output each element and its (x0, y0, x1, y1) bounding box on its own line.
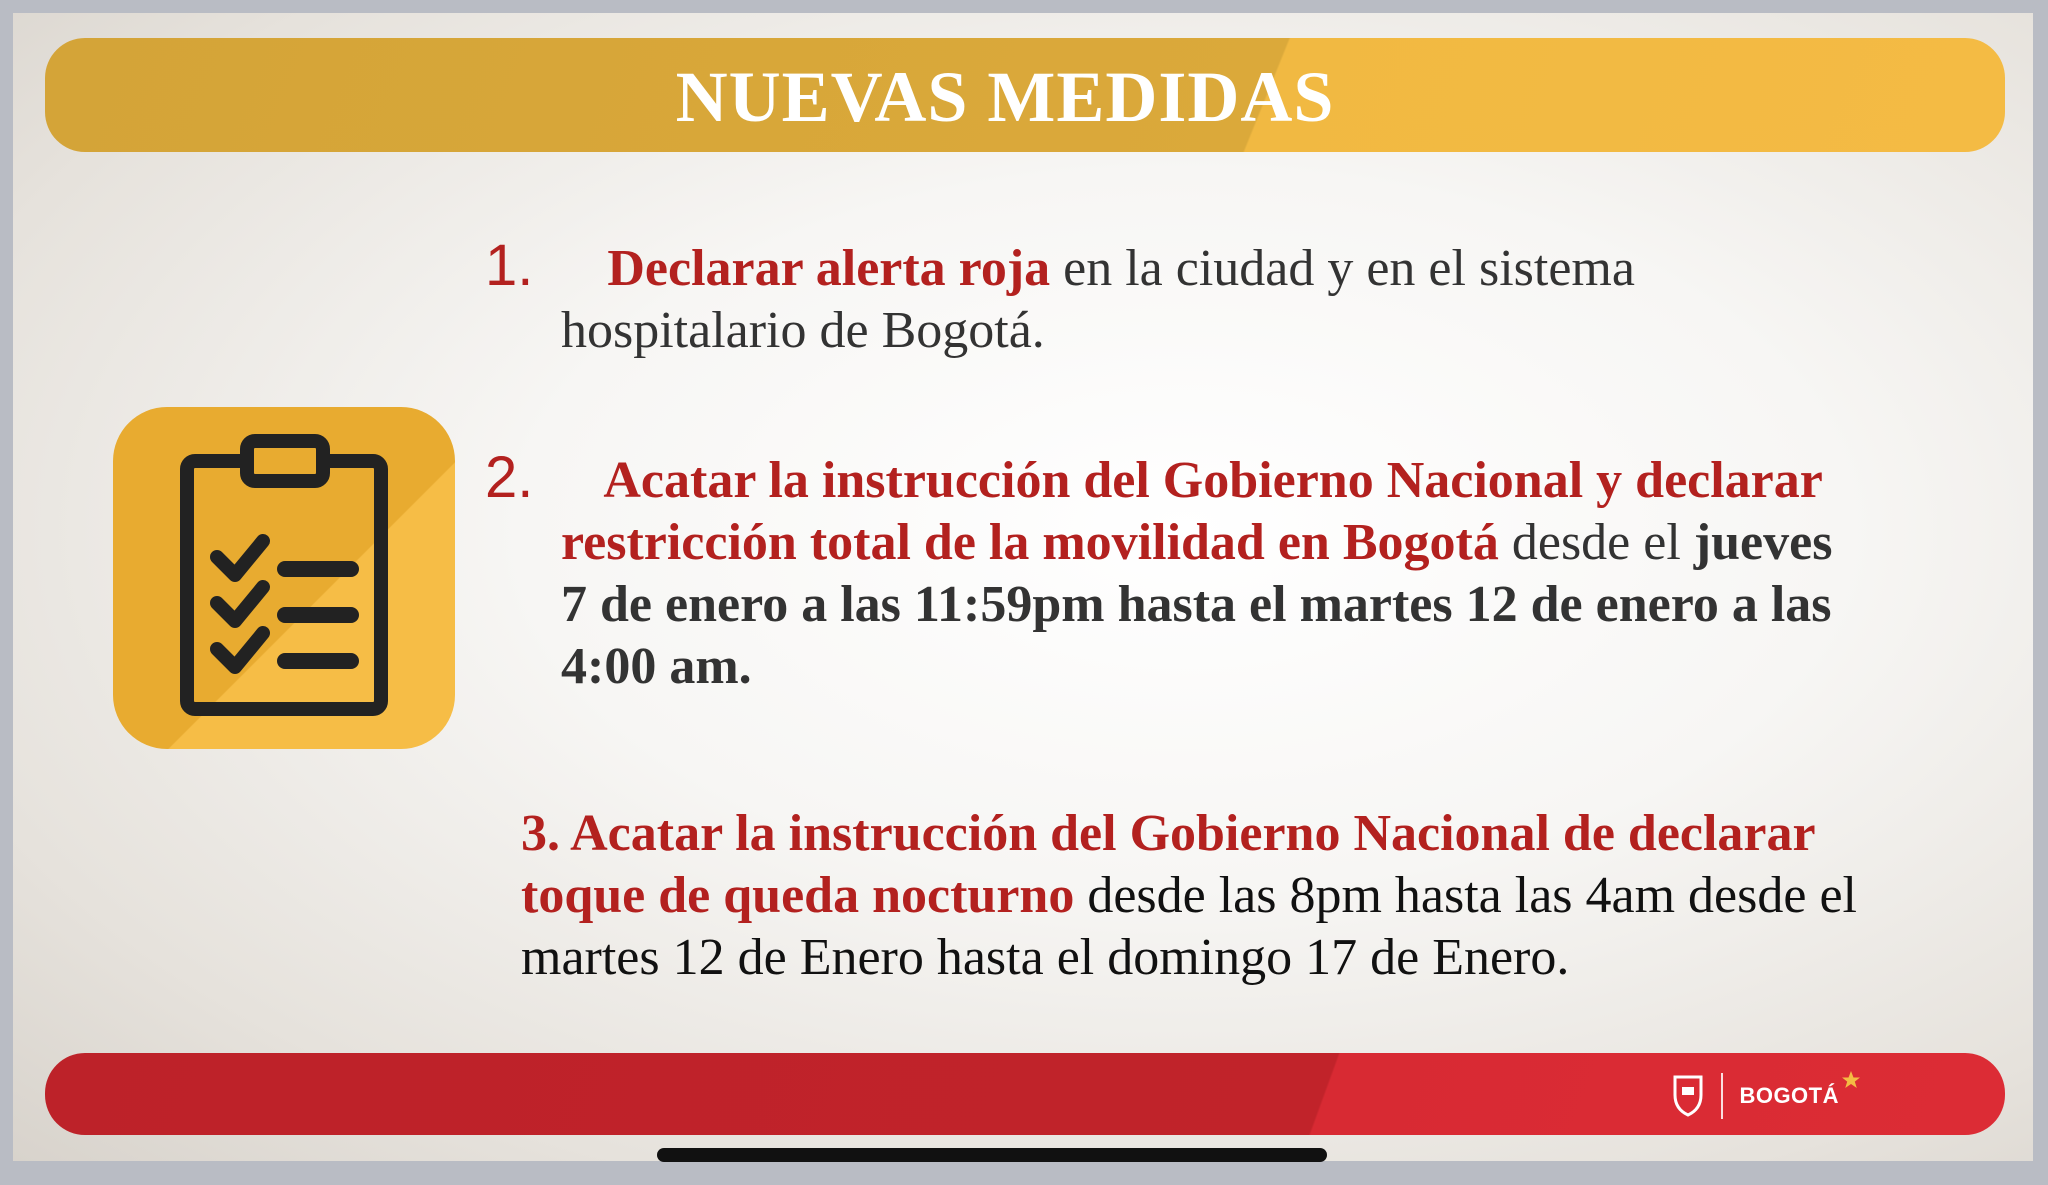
coat-of-arms-icon (1671, 1073, 1705, 1119)
clipboard-checklist-icon (113, 407, 455, 749)
star-icon (1841, 1070, 1861, 1090)
page-title: NUEVAS MEDIDAS (675, 56, 1335, 137)
measure-3-line-2: toque de queda nocturno desde las 8pm hasta las 4am desde el (521, 867, 1857, 924)
measure-item-1 (485, 235, 1985, 362)
footer-logos (1671, 1071, 1875, 1121)
measure-3-line-3: martes 12 de Enero hasta el domingo 17 de Enero. (521, 929, 1570, 986)
measure-2-line-4: 4:00 am. (561, 638, 752, 695)
measure-1-number: 1. (485, 233, 534, 298)
icon-tile (113, 407, 455, 749)
measure-1-line-1: 1. Declarar alerta roja en la ciudad y en el sistema (485, 233, 1635, 298)
slide (13, 13, 2033, 1161)
measure-item-3 (521, 803, 2033, 989)
measure-item-2 (485, 447, 2005, 698)
measure-2-line-2: restricción total de la movilidad en Bogotá desde el jueves (561, 514, 1833, 571)
measure-3-line-1: 3. Acatar la instrucción del Gobierno Nacional de declarar (521, 805, 1816, 862)
measure-2-line-1: 2. Acatar la instrucción del Gobierno Nacional y declarar (485, 445, 1823, 510)
logo-separator (1721, 1073, 1723, 1119)
measure-2-line-3: 7 de enero a las 11:59pm hasta el martes 12 de enero a las (561, 576, 1832, 633)
home-indicator[interactable] (657, 1148, 1327, 1162)
footer-bar (45, 1053, 2005, 1135)
measure-1-line-2: hospitalario de Bogotá. (561, 302, 1045, 359)
measure-2-number: 2. (485, 445, 534, 510)
header-bar (45, 38, 2005, 152)
bogota-logo: BOGOTÁ (1739, 1083, 1839, 1108)
